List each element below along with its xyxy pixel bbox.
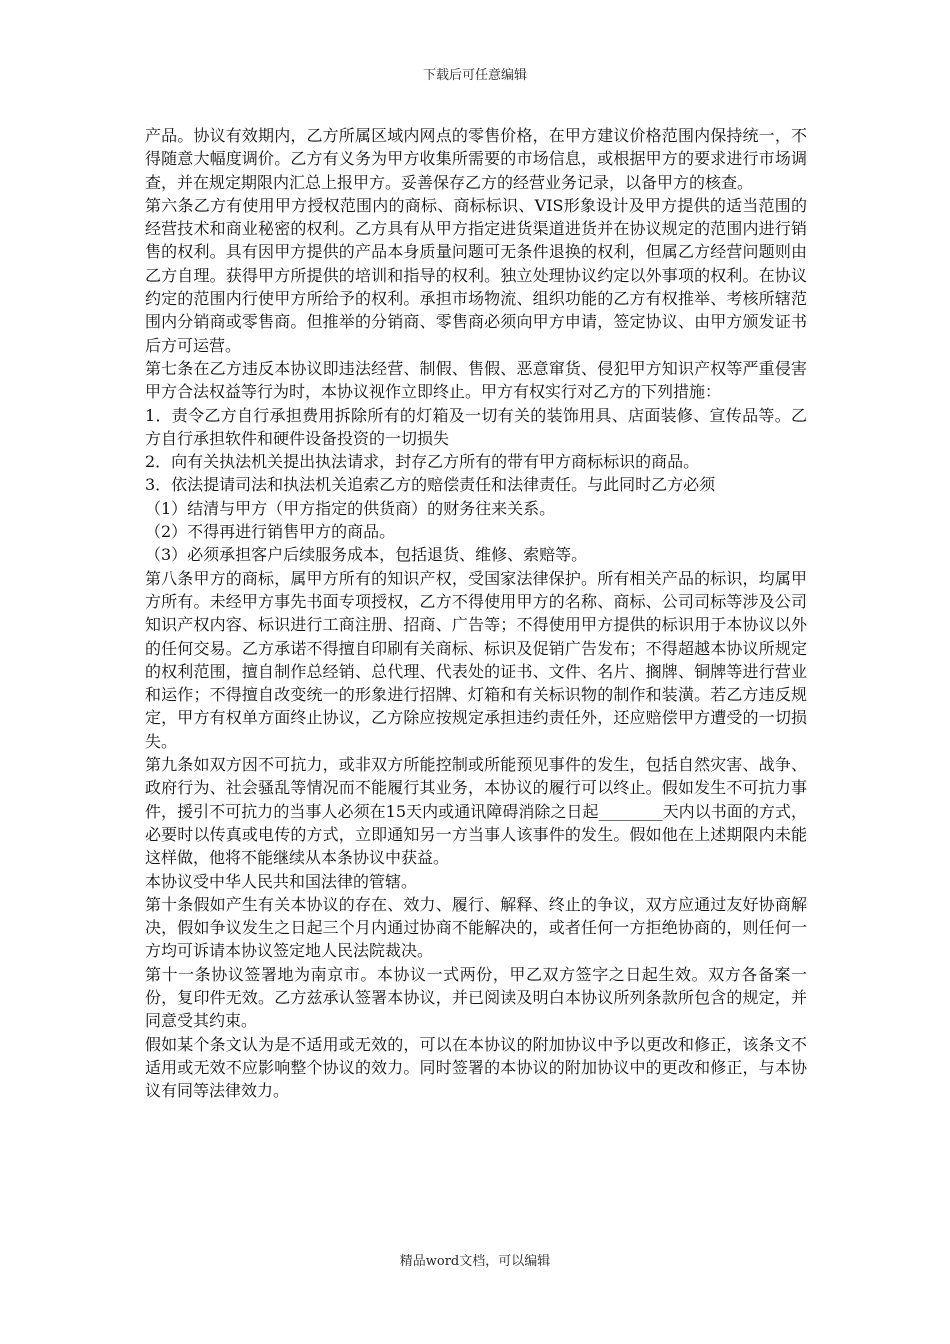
paragraph-article-8: 第八条甲方的商标，属甲方所有的知识产权，受国家法律保护。所有相关产品的标识，均属甲方所有。未经甲方事先书面专项授权，乙方不得使用甲方的名称、商标、公司司标等涉及公司知识产权内容、标识进行工商注册、招商、广告等；不得使用甲方提供的标识用于本协议以外的任何交易。乙方承诺不得擅自印刷有关商标、标识及促销广告发布；不得超越本协议所规定的权利范围，擅自制作总经销、总代理、代表处的证书、文件、名片、搁牌、铜牌等进行营业和运作；不得擅自改变统一的形象进行招牌、灯箱和有关标识物的制作和装潢。若乙方违反规定，甲方有权单方面终止协议，乙方除应按规定承担违约责任外，还应赔偿甲方遭受的一切损失。 xyxy=(145,568,807,751)
paragraph-article-6: 第六条乙方有使用甲方授权范围内的商标、商标标识、VIS形象设计及甲方提供的适当范围的经营技术和商业秘密的权利。乙方具有从甲方指定进货渠道进货并在协议规定的范围内进行销售的权利。具有因甲方提供的产品本身质量问题可无条件退换的权利，但属乙方经营问题则由乙方自理。获得甲方所提供的培训和指导的权利。独立处理协议约定以外事项的权利。在协议约定的范围内行使甲方所给予的权利。承担市场物流、组织功能的乙方有权推举、考核所辖范围内分销商或零售商。但推举的分销商、零售商必须向甲方申请，签定协议、由甲方颁发证书后方可运营。 xyxy=(145,195,807,355)
page-footer: 精品word文档，可以编辑 xyxy=(399,1254,551,1269)
paragraph-article-11: 第十一条协议签署地为南京市。本协议一式两份，甲乙双方签字之日起生效。双方各备案一份，复印件无效。乙方兹承认签署本协议，并已阅读及明白本协议所列条款所包含的规定，并同意受其约束。 xyxy=(145,964,807,1031)
list-item: 3．依法提请司法和执法机关追索乙方的赔偿责任和法律责任。与此同时乙方必须 xyxy=(145,475,716,495)
paragraph-governing-law: 本协议受中华人民共和国法律的管辖。 xyxy=(145,871,418,891)
sub-list-item: （1）结清与甲方（甲方指定的供货商）的财务往来关系。 xyxy=(145,498,556,518)
document-body xyxy=(145,124,807,1102)
list-item: 2．向有关执法机关提出执法请求，封存乙方所有的带有甲方商标标识的商品。 xyxy=(145,452,700,472)
paragraph-article-10: 第十条假如产生有关本协议的存在、效力、履行、解释、终止的争议，双方应通过友好协商解决，假如争议发生之日起三个月内通过协商不能解决的，或者任何一方拒绝协商的，则任何一方均可诉请本协议签定地人民法院裁决。 xyxy=(145,894,807,961)
sub-list-item: （3）必须承担客户后续服务成本，包括退货、维修、索赔等。 xyxy=(145,545,588,565)
paragraph-article-7: 第七条在乙方违反本协议即违法经营、制假、售假、恶意窜货、侵犯甲方知识产权等严重侵害甲方合法权益等行为时，本协议视作立即终止。甲方有权实行对乙方的下列措施： xyxy=(145,358,807,402)
paragraph: 产品。协议有效期内，乙方所属区域内网点的零售价格，在甲方建议价格范围内保持统一，不得随意大幅度调价。乙方有义务为甲方收集所需要的市场信息，或根据甲方的要求进行市场调查，并在规定期限内汇总上报甲方。妥善保存乙方的经营业务记录，以备甲方的核查。 xyxy=(145,126,807,192)
paragraph-severability: 假如某个条文认为是不适用或无效的，可以在本协议的附加协议中予以更改和修正，该条文不适用或无效不应影响整个协议的效力。同时签署的本协议的附加协议中的更改和修正，与本协议有同等法律效力。 xyxy=(145,1034,807,1101)
sub-list-item: （2）不得再进行销售甲方的商品。 xyxy=(145,522,396,542)
paragraph-article-9: 第九条如双方因不可抗力，或非双方所能控制或所能预见事件的发生，包括自然灾害、战争、政府行为、社会骚乱等情况而不能履行其业务，本协议的履行可以终止。假如发生不可抗力事件，援引不可抗力的当事人必须在15天内或通讯障碍消除之日起________天内以书面的方式，必要时以传真或电传的方式，立即通知另一方当事人该事件的发生。假如他在上述期限内未能这样做，他将不能继续从本条协议中获益。 xyxy=(145,755,807,868)
page-header: 下载后可任意编辑 xyxy=(422,68,527,83)
list-item: 1．责令乙方自行承担费用拆除所有的灯箱及一切有关的装饰用具、店面装修、宣传品等。乙方自行承担软件和硬件设备投资的一切损失 xyxy=(145,405,807,448)
